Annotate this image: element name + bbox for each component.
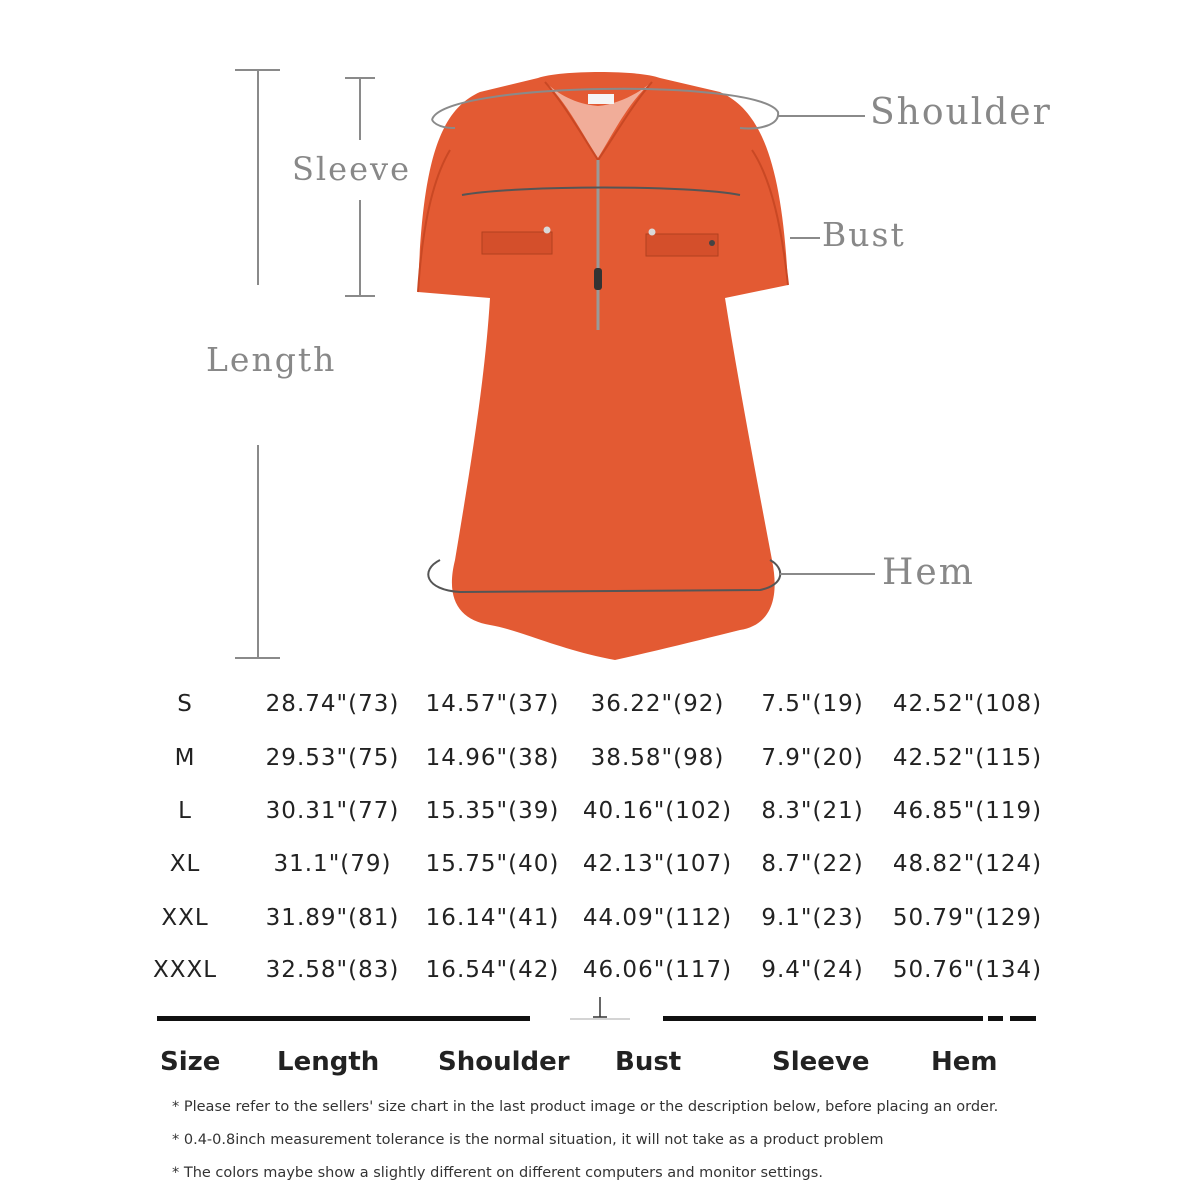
header-sleeve: Sleeve (772, 1047, 870, 1077)
shoulder-label: Shoulder (870, 92, 1052, 133)
header-bust: Bust (615, 1047, 682, 1077)
right-pocket-flap (646, 234, 718, 256)
header-size: Size (160, 1047, 221, 1077)
bust-cell: 42.13"(107) (582, 851, 733, 877)
sleeve-cell: 8.3"(21) (761, 798, 864, 824)
divider-ornament (565, 995, 635, 1025)
divider-right (663, 1016, 983, 1021)
left-pocket-flap (482, 232, 552, 254)
table-row (0, 950, 1200, 990)
table-row (0, 844, 1200, 884)
divider-left (157, 1016, 530, 1021)
header-hem: Hem (931, 1047, 998, 1077)
size-cell: L (178, 798, 192, 824)
divider-dash (988, 1016, 1003, 1021)
table-header (0, 1040, 1200, 1084)
length-cell: 28.74"(73) (265, 691, 400, 717)
length-label: Length (206, 340, 337, 379)
shoulder-cell: 16.14"(41) (425, 905, 560, 931)
shoulder-cell: 15.75"(40) (425, 851, 560, 877)
hem-cell: 42.52"(108) (892, 691, 1043, 717)
divider-dash (1010, 1016, 1036, 1021)
header-shoulder: Shoulder (438, 1047, 570, 1077)
length-cell: 29.53"(75) (265, 745, 400, 771)
shoulder-cell: 14.96"(38) (425, 745, 560, 771)
zipper-pull (594, 268, 602, 290)
header-length: Length (277, 1047, 380, 1077)
length-cell: 31.89"(81) (265, 905, 400, 931)
table-row (0, 791, 1200, 831)
size-cell: XXL (161, 905, 209, 931)
bust-label: Bust (822, 215, 906, 254)
sleeve-cell: 7.9"(20) (761, 745, 864, 771)
bust-cell: 44.09"(112) (582, 905, 733, 931)
length-cell: 30.31"(77) (265, 798, 400, 824)
bust-cell: 36.22"(92) (590, 691, 725, 717)
shoulder-cell: 16.54"(42) (425, 957, 560, 983)
note-size-chart: * Please refer to the sellers' size chart in the last product image or the description below, before placing an order. (172, 1099, 999, 1115)
sleeve-label: Sleeve (292, 150, 412, 188)
hem-label: Hem (882, 552, 975, 593)
size-cell: XXXL (152, 957, 218, 983)
sleeve-cell: 8.7"(22) (761, 851, 864, 877)
note-colors: * The colors maybe show a slightly different on different computers and monitor settings. (172, 1165, 823, 1181)
sleeve-cell: 9.4"(24) (761, 957, 864, 983)
bust-cell: 46.06"(117) (582, 957, 733, 983)
hem-cell: 48.82"(124) (892, 851, 1043, 877)
brand-tag (588, 94, 614, 104)
bust-cell: 38.58"(98) (590, 745, 725, 771)
shirt-illustration (418, 72, 788, 660)
length-cell: 31.1"(79) (273, 851, 392, 877)
hem-cell: 50.79"(129) (892, 905, 1043, 931)
table-row (0, 898, 1200, 938)
hem-cell: 42.52"(115) (892, 745, 1043, 771)
table-row (0, 684, 1200, 724)
shoulder-cell: 15.35"(39) (425, 798, 560, 824)
length-cell: 32.58"(83) (265, 957, 400, 983)
notes (172, 1096, 1172, 1195)
size-cell: XL (169, 851, 201, 877)
table-row (0, 738, 1200, 778)
hem-cell: 50.76"(134) (892, 957, 1043, 983)
sleeve-cell: 9.1"(23) (761, 905, 864, 931)
bust-cell: 40.16"(102) (582, 798, 733, 824)
sleeve-cell: 7.5"(19) (761, 691, 864, 717)
size-cell: S (177, 691, 193, 717)
note-tolerance: * 0.4-0.8inch measurement tolerance is the normal situation, it will not take as a product problem (172, 1132, 884, 1148)
size-cell: M (174, 745, 196, 771)
shoulder-cell: 14.57"(37) (425, 691, 560, 717)
hem-cell: 46.85"(119) (892, 798, 1043, 824)
